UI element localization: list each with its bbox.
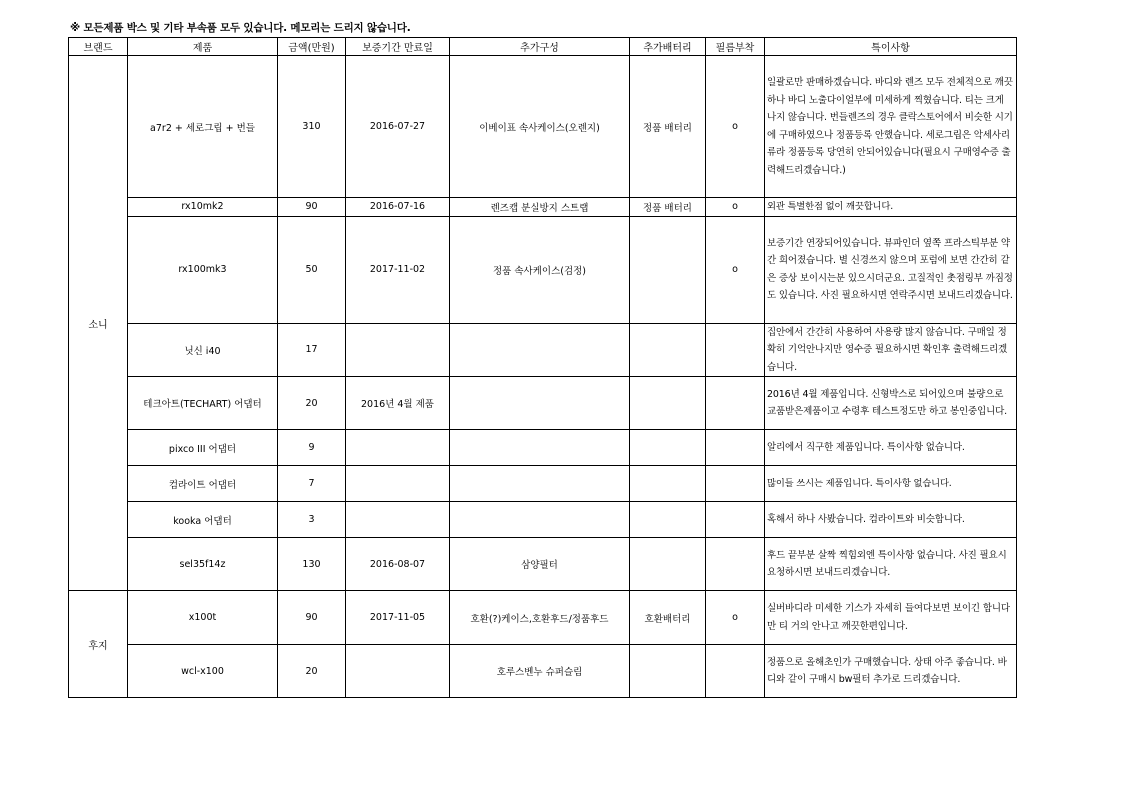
extras-cell: 호루스벤누 슈퍼슬림	[450, 645, 630, 698]
product-table	[68, 37, 1017, 698]
table-row	[69, 377, 1017, 430]
product-cell: 테크아트(TECHART) 어댑터	[128, 377, 278, 430]
remarks-cell: 외관 특별한점 없이 깨끗합니다.	[765, 198, 1017, 217]
header-row	[69, 38, 1017, 56]
product-cell: 닛신 i40	[128, 323, 278, 377]
battery-cell	[630, 466, 706, 502]
table-row	[69, 591, 1017, 645]
header-price: 금액(만원)	[278, 38, 346, 56]
notice-text: ※ 모든제품 박스 및 기타 부속품 모두 있습니다. 메모리는 드리지 않습니다.	[70, 22, 411, 34]
battery-cell	[630, 502, 706, 538]
price-cell: 20	[278, 377, 346, 430]
battery-cell	[630, 377, 706, 430]
price-cell: 3	[278, 502, 346, 538]
warranty-cell	[346, 323, 450, 377]
extras-cell	[450, 377, 630, 430]
remarks-cell: 2016년 4월 제품입니다. 신형박스로 되어있으며 불량으로 교품받은제품이고 수령후 테스트정도만 하고 봉인중입니다.	[765, 377, 1017, 430]
battery-cell	[630, 645, 706, 698]
price-cell: 20	[278, 645, 346, 698]
remarks-cell: 많이들 쓰시는 제품입니다. 특이사항 없습니다.	[765, 466, 1017, 502]
table-row	[69, 430, 1017, 466]
remarks-cell: 후드 끝부분 살짝 찍힘외엔 특이사항 없습니다. 사진 필요시 요청하시면 보내드리겠습니다.	[765, 538, 1017, 591]
extras-cell	[450, 430, 630, 466]
price-cell: 17	[278, 323, 346, 377]
extras-cell: 렌즈캡 분실방지 스트랩	[450, 198, 630, 217]
extras-cell	[450, 466, 630, 502]
price-cell: 310	[278, 56, 346, 198]
battery-cell: 정품 배터리	[630, 56, 706, 198]
product-cell: wcl-x100	[128, 645, 278, 698]
extras-cell: 호환(?)케이스,호환후드/정품후드	[450, 591, 630, 645]
extras-cell: 삼양필터	[450, 538, 630, 591]
film-cell: o	[706, 591, 765, 645]
remarks-cell: 혹해서 하나 사봤습니다. 컴라이트와 비슷합니다.	[765, 502, 1017, 538]
battery-cell: 정품 배터리	[630, 198, 706, 217]
product-cell: a7r2 + 세로그립 + 번들	[128, 56, 278, 198]
film-cell: o	[706, 198, 765, 217]
battery-cell	[630, 323, 706, 377]
battery-cell: 호환배터리	[630, 591, 706, 645]
warranty-cell	[346, 466, 450, 502]
film-cell: o	[706, 56, 765, 198]
film-cell	[706, 466, 765, 502]
product-cell: pixco III 어댑터	[128, 430, 278, 466]
header-brand: 브랜드	[69, 38, 128, 56]
table-row	[69, 466, 1017, 502]
price-cell: 90	[278, 591, 346, 645]
table-row	[69, 216, 1017, 323]
film-cell	[706, 645, 765, 698]
table-row	[69, 198, 1017, 217]
film-cell	[706, 430, 765, 466]
film-cell: o	[706, 216, 765, 323]
warranty-cell	[346, 645, 450, 698]
header-battery: 추가배터리	[630, 38, 706, 56]
product-cell: sel35f14z	[128, 538, 278, 591]
film-cell	[706, 377, 765, 430]
extras-cell: 이베이표 속사케이스(오렌지)	[450, 56, 630, 198]
brand-cell-fuji: 후지	[69, 591, 128, 698]
warranty-cell: 2017-11-05	[346, 591, 450, 645]
product-cell: rx10mk2	[128, 198, 278, 217]
warranty-cell: 2016-07-27	[346, 56, 450, 198]
table-row	[69, 323, 1017, 377]
film-cell	[706, 323, 765, 377]
header-remarks: 특이사항	[765, 38, 1017, 56]
header-film: 필름부착	[706, 38, 765, 56]
warranty-cell: 2016-07-16	[346, 198, 450, 217]
header-warranty: 보증기간 만료일	[346, 38, 450, 56]
price-cell: 7	[278, 466, 346, 502]
extras-cell	[450, 323, 630, 377]
header-product: 제품	[128, 38, 278, 56]
price-cell: 130	[278, 538, 346, 591]
remarks-cell: 집안에서 간간히 사용하여 사용량 많지 않습니다. 구매일 정확히 기억안나지만 영수증 필요하시면 확인후 출력해드리겠습니다.	[765, 323, 1017, 377]
warranty-cell: 2016년 4월 제품	[346, 377, 450, 430]
product-cell: kooka 어댑터	[128, 502, 278, 538]
warranty-cell: 2016-08-07	[346, 538, 450, 591]
header-extras: 추가구성	[450, 38, 630, 56]
warranty-cell: 2017-11-02	[346, 216, 450, 323]
product-cell: 컴라이트 어댑터	[128, 466, 278, 502]
table-row	[69, 502, 1017, 538]
brand-cell-sony: 소니	[69, 56, 128, 591]
table-row	[69, 56, 1017, 198]
product-cell: x100t	[128, 591, 278, 645]
price-cell: 90	[278, 198, 346, 217]
warranty-cell	[346, 502, 450, 538]
battery-cell	[630, 538, 706, 591]
product-cell: rx100mk3	[128, 216, 278, 323]
extras-cell	[450, 502, 630, 538]
warranty-cell	[346, 430, 450, 466]
price-cell: 50	[278, 216, 346, 323]
extras-cell: 정품 속사케이스(검정)	[450, 216, 630, 323]
film-cell	[706, 502, 765, 538]
table-row	[69, 645, 1017, 698]
remarks-cell: 정품으로 올해초인가 구매했습니다. 상태 아주 좋습니다. 바디와 같이 구매시 bw필터 추가로 드리겠습니다.	[765, 645, 1017, 698]
price-cell: 9	[278, 430, 346, 466]
table-row	[69, 538, 1017, 591]
battery-cell	[630, 216, 706, 323]
remarks-cell: 알리에서 직구한 제품입니다. 특이사항 없습니다.	[765, 430, 1017, 466]
film-cell	[706, 538, 765, 591]
remarks-cell: 실버바디라 미세한 기스가 자세히 들여다보면 보이긴 합니다만 티 거의 안나고 깨끗한편입니다.	[765, 591, 1017, 645]
remarks-cell: 보증기간 연장되어있습니다. 뷰파인더 옆쪽 프라스틱부분 약간 희어졌습니다. 별 신경쓰지 않으며 포럼에 보면 간간히 같은 증상 보이시는분 있으시더군요. 고질적인 촛점링부 까짐정도 있습니다. 사진 필요하시면 연락주시면 보내드리겠습니다.	[765, 216, 1017, 323]
remarks-cell: 일괄로만 판매하겠습니다. 바디와 렌즈 모두 전체적으로 깨끗하나 바디 노출다이얼부에 미세하게 찍혔습니다. 티는 크게 나지 않습니다. 번들렌즈의 경우 클락스토어에서 비슷한 시기에 구매하였으나 정품등록 안했습니다. 세로그립은 악세사리류라 정품등록 당연히 안되어있습니다(필요시 구매영수증 출력해드리겠습니다.)	[765, 56, 1017, 198]
battery-cell	[630, 430, 706, 466]
